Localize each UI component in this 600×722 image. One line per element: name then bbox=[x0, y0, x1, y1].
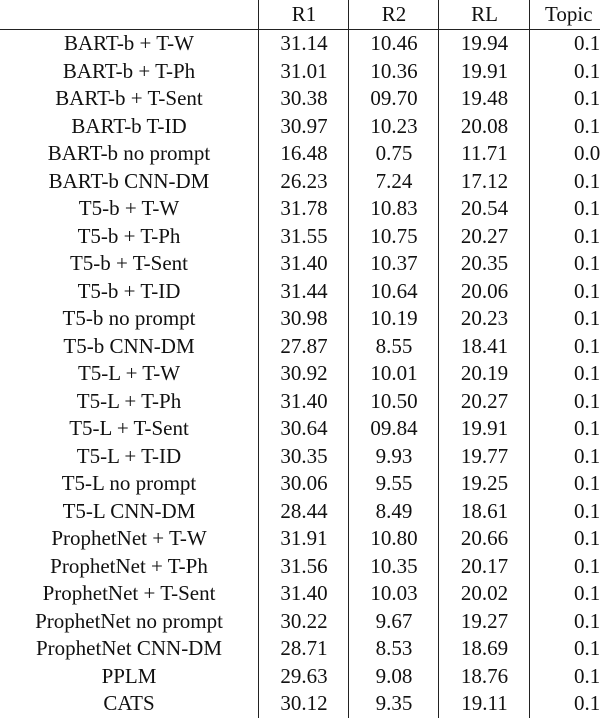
cell-r1: 30.64 bbox=[258, 415, 349, 443]
cell-r2: 8.49 bbox=[348, 498, 439, 526]
cell-model: T5-L no prompt bbox=[61, 471, 197, 496]
table-row bbox=[0, 525, 600, 553]
cell-r2: 10.37 bbox=[348, 250, 439, 278]
cell-topic: 0.1 bbox=[529, 663, 600, 691]
cell-topic: 0.1 bbox=[529, 278, 600, 306]
cell-rl: 18.69 bbox=[438, 635, 530, 663]
cell-r1: 30.92 bbox=[258, 360, 349, 388]
cell-r2: 10.01 bbox=[348, 360, 439, 388]
cell-r2: 9.67 bbox=[348, 608, 439, 636]
cell-rl: 20.19 bbox=[438, 360, 530, 388]
cell-model: ProphetNet CNN-DM bbox=[35, 636, 223, 661]
table-row bbox=[0, 663, 600, 691]
cell-r2: 9.93 bbox=[348, 443, 439, 471]
cell-r2: 8.53 bbox=[348, 635, 439, 663]
cell-rl: 19.11 bbox=[438, 690, 530, 718]
cell-rl: 19.77 bbox=[438, 443, 530, 471]
cell-topic: 0.1 bbox=[529, 635, 600, 663]
cell-r1: 31.40 bbox=[258, 388, 349, 416]
cell-rl: 20.02 bbox=[438, 580, 530, 608]
table-body bbox=[0, 30, 600, 718]
cell-model: T5-b CNN-DM bbox=[63, 333, 195, 358]
cell-r1: 31.40 bbox=[258, 580, 349, 608]
cell-topic: 0.1 bbox=[529, 58, 600, 86]
table-row bbox=[0, 690, 600, 718]
cell-rl: 19.94 bbox=[438, 30, 530, 58]
cell-topic: 0.1 bbox=[529, 388, 600, 416]
cell-rl: 19.27 bbox=[438, 608, 530, 636]
table-row bbox=[0, 30, 600, 58]
cell-r2: 10.36 bbox=[348, 58, 439, 86]
cell-r2: 7.24 bbox=[348, 168, 439, 196]
cell-topic: 0.1 bbox=[529, 113, 600, 141]
cell-model: ProphetNet + T-W bbox=[51, 526, 207, 551]
cell-r2: 09.84 bbox=[348, 415, 439, 443]
cell-r2: 10.75 bbox=[348, 223, 439, 251]
cell-r1: 30.06 bbox=[258, 470, 349, 498]
table-row bbox=[0, 223, 600, 251]
table-row bbox=[0, 195, 600, 223]
table-row bbox=[0, 85, 600, 113]
cell-topic: 0.1 bbox=[529, 580, 600, 608]
cell-r1: 28.71 bbox=[258, 635, 349, 663]
cell-topic: 0.1 bbox=[529, 608, 600, 636]
table-row bbox=[0, 140, 600, 168]
cell-r1: 30.35 bbox=[258, 443, 349, 471]
cell-rl: 18.41 bbox=[438, 333, 530, 361]
cell-r1: 30.97 bbox=[258, 113, 349, 141]
cell-r2: 10.23 bbox=[348, 113, 439, 141]
cell-model: T5-b + T-Sent bbox=[69, 251, 188, 276]
cell-model: PPLM bbox=[101, 663, 157, 688]
cell-topic: 0.1 bbox=[529, 360, 600, 388]
cell-rl: 19.48 bbox=[438, 85, 530, 113]
cell-model: BART-b no prompt bbox=[47, 141, 211, 166]
cell-topic: 0.1 bbox=[529, 168, 600, 196]
cell-model: ProphetNet + T-Sent bbox=[42, 581, 216, 606]
table-row bbox=[0, 113, 600, 141]
cell-model: ProphetNet + T-Ph bbox=[50, 553, 208, 578]
cell-r2: 10.80 bbox=[348, 525, 439, 553]
cell-r1: 27.87 bbox=[258, 333, 349, 361]
cell-model: T5-L CNN-DM bbox=[62, 498, 196, 523]
cell-r1: 30.22 bbox=[258, 608, 349, 636]
cell-r2: 9.35 bbox=[348, 690, 439, 718]
cell-topic: 0.0 bbox=[529, 140, 600, 168]
cell-topic: 0.1 bbox=[529, 30, 600, 58]
table-row bbox=[0, 635, 600, 663]
cell-rl: 18.61 bbox=[438, 498, 530, 526]
table-row bbox=[0, 415, 600, 443]
cell-topic: 0.1 bbox=[529, 223, 600, 251]
cell-rl: 20.17 bbox=[438, 553, 530, 581]
table-row bbox=[0, 388, 600, 416]
cell-r1: 31.44 bbox=[258, 278, 349, 306]
table-header-row bbox=[0, 0, 600, 30]
cell-rl: 17.12 bbox=[438, 168, 530, 196]
table-row bbox=[0, 305, 600, 333]
cell-r1: 31.01 bbox=[258, 58, 349, 86]
cell-r2: 0.75 bbox=[348, 140, 439, 168]
cell-model: BART-b CNN-DM bbox=[48, 168, 210, 193]
cell-rl: 20.08 bbox=[438, 113, 530, 141]
cell-topic: 0.1 bbox=[529, 195, 600, 223]
cell-topic: 0.1 bbox=[529, 443, 600, 471]
cell-r1: 31.56 bbox=[258, 553, 349, 581]
cell-model: T5-L + T-W bbox=[77, 361, 181, 386]
header-r2: R2 bbox=[348, 0, 439, 29]
cell-topic: 0.1 bbox=[529, 85, 600, 113]
header-topic: Topic bbox=[529, 0, 600, 29]
cell-rl: 19.91 bbox=[438, 58, 530, 86]
cell-topic: 0.1 bbox=[529, 553, 600, 581]
cell-r1: 31.91 bbox=[258, 525, 349, 553]
table-row bbox=[0, 580, 600, 608]
cell-topic: 0.1 bbox=[529, 690, 600, 718]
cell-rl: 20.35 bbox=[438, 250, 530, 278]
header-rl: RL bbox=[438, 0, 530, 29]
cell-model: T5-L + T-ID bbox=[76, 443, 182, 468]
cell-r1: 30.12 bbox=[258, 690, 349, 718]
cell-topic: 0.1 bbox=[529, 498, 600, 526]
cell-rl: 20.27 bbox=[438, 388, 530, 416]
cell-rl: 19.25 bbox=[438, 470, 530, 498]
table-row bbox=[0, 443, 600, 471]
cell-r1: 28.44 bbox=[258, 498, 349, 526]
table-row bbox=[0, 250, 600, 278]
cell-r2: 10.46 bbox=[348, 30, 439, 58]
cell-topic: 0.1 bbox=[529, 415, 600, 443]
cell-r1: 31.78 bbox=[258, 195, 349, 223]
cell-r2: 09.70 bbox=[348, 85, 439, 113]
cell-model: T5-b + T-ID bbox=[77, 278, 181, 303]
cell-r1: 16.48 bbox=[258, 140, 349, 168]
cell-rl: 20.54 bbox=[438, 195, 530, 223]
cell-rl: 18.76 bbox=[438, 663, 530, 691]
cell-r2: 10.35 bbox=[348, 553, 439, 581]
cell-r2: 9.08 bbox=[348, 663, 439, 691]
cell-topic: 0.1 bbox=[529, 305, 600, 333]
cell-r2: 8.55 bbox=[348, 333, 439, 361]
cell-model: T5-L + T-Ph bbox=[76, 388, 182, 413]
cell-model: T5-b no prompt bbox=[62, 306, 196, 331]
header-model bbox=[0, 0, 258, 29]
table-row bbox=[0, 498, 600, 526]
cell-topic: 0.1 bbox=[529, 333, 600, 361]
table-row bbox=[0, 470, 600, 498]
cell-topic: 0.1 bbox=[529, 250, 600, 278]
cell-r2: 10.19 bbox=[348, 305, 439, 333]
cell-model: BART-b + T-W bbox=[64, 31, 194, 56]
cell-r1: 30.98 bbox=[258, 305, 349, 333]
cell-rl: 11.71 bbox=[438, 140, 530, 168]
cell-topic: 0.1 bbox=[529, 470, 600, 498]
cell-r2: 9.55 bbox=[348, 470, 439, 498]
cell-r2: 10.83 bbox=[348, 195, 439, 223]
cell-rl: 19.91 bbox=[438, 415, 530, 443]
cell-model: T5-L + T-Sent bbox=[69, 416, 189, 441]
table-row bbox=[0, 608, 600, 636]
table-row bbox=[0, 168, 600, 196]
cell-r2: 10.03 bbox=[348, 580, 439, 608]
cell-r1: 31.55 bbox=[258, 223, 349, 251]
cell-r1: 30.38 bbox=[258, 85, 349, 113]
cell-r1: 26.23 bbox=[258, 168, 349, 196]
cell-r2: 10.64 bbox=[348, 278, 439, 306]
cell-r1: 29.63 bbox=[258, 663, 349, 691]
cell-model: BART-b + T-Sent bbox=[55, 86, 203, 111]
cell-model: ProphetNet no prompt bbox=[35, 608, 223, 633]
cell-model: T5-b + T-Ph bbox=[77, 223, 181, 248]
cell-r1: 31.40 bbox=[258, 250, 349, 278]
table-row bbox=[0, 278, 600, 306]
cell-topic: 0.1 bbox=[529, 525, 600, 553]
cell-r1: 31.14 bbox=[258, 30, 349, 58]
header-r1: R1 bbox=[258, 0, 349, 29]
cell-model: BART-b T-ID bbox=[71, 113, 187, 138]
table-row bbox=[0, 58, 600, 86]
cell-model: BART-b + T-Ph bbox=[62, 58, 196, 83]
cell-rl: 20.66 bbox=[438, 525, 530, 553]
cell-rl: 20.27 bbox=[438, 223, 530, 251]
table-row bbox=[0, 553, 600, 581]
cell-rl: 20.23 bbox=[438, 305, 530, 333]
cell-model: CATS bbox=[103, 691, 155, 716]
cell-rl: 20.06 bbox=[438, 278, 530, 306]
table-row bbox=[0, 360, 600, 388]
cell-r2: 10.50 bbox=[348, 388, 439, 416]
cell-model: T5-b + T-W bbox=[78, 196, 180, 221]
table-row bbox=[0, 333, 600, 361]
